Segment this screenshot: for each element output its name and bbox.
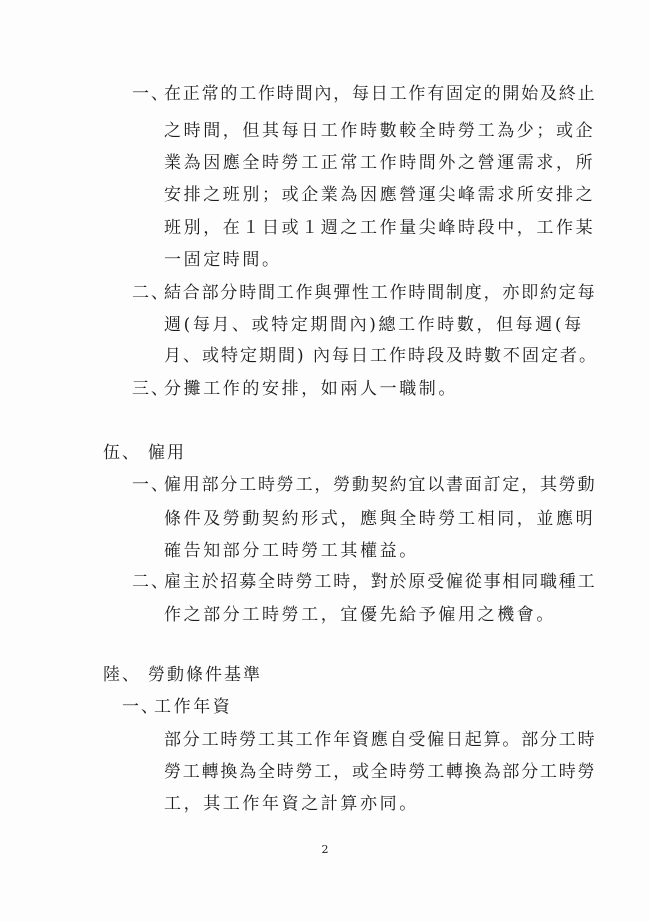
paragraph-line: 結合部分時間工作與彈性工作時間制度，亦即約定每	[164, 283, 597, 303]
paragraph-line: 一固定時間。	[164, 250, 282, 270]
paragraph-line: 條件及勞動契約形式，應與全時勞工相同，並應明	[164, 509, 596, 529]
paragraph-line: 工，其工作年資之計算亦同。	[164, 794, 419, 814]
page-number: 2	[321, 843, 329, 856]
section-heading-title: 勞動條件基準	[148, 665, 262, 685]
paragraph-line: 作之部分工時勞工，宜優先給予僱用之機會。	[164, 605, 556, 625]
paragraph-line: 勞工轉換為全時勞工，或全時勞工轉換為部分工時勞	[164, 762, 597, 782]
paragraph-line: 安排之班別；或企業為因應營運尖峰需求所安排之	[164, 185, 596, 205]
paragraph-line: 之時間，但其每日工作時數較全時勞工為少；或企	[164, 121, 596, 141]
paragraph-line: 雇主於招募全時勞工時，對於原受僱從事相同職種工	[164, 572, 597, 592]
paragraph-line: 週(每月、或特定期間內)總工作時數，但每週(每	[164, 315, 584, 335]
subheading-title: 工作年資	[154, 697, 233, 717]
item-marker: 三、	[132, 379, 170, 399]
item-marker: 一、	[132, 84, 170, 104]
paragraph-line: 確告知部分工時勞工其權益。	[164, 541, 419, 561]
paragraph-line: 分攤工作的安排，如兩人一職制。	[164, 379, 458, 399]
paragraph-line: 在正常的工作時間內，每日工作有固定的開始及終止	[164, 84, 597, 104]
paragraph-line: 部分工時勞工其工作年資應自受僱日起算。部分工時	[164, 730, 597, 750]
paragraph-line: 班別，在１日或１週之工作量尖峰時段中，工作某	[164, 218, 596, 238]
section-heading-number: 伍、	[103, 443, 141, 463]
paragraph-line: 業為因應全時勞工正常工作時間外之營運需求，所	[164, 153, 596, 173]
item-marker: 二、	[132, 572, 170, 592]
section-heading-title: 僱用	[148, 443, 186, 463]
section-heading-number: 陸、	[103, 665, 141, 685]
paragraph-line: 月、或特定期間) 內每日工作時段及時數不固定者。	[164, 346, 599, 366]
paragraph-line: 僱用部分工時勞工，勞動契約宜以書面訂定，其勞動	[164, 475, 597, 495]
item-marker: 一、	[132, 475, 170, 495]
item-marker: 二、	[132, 283, 170, 303]
subheading-marker: 一、	[122, 697, 160, 717]
